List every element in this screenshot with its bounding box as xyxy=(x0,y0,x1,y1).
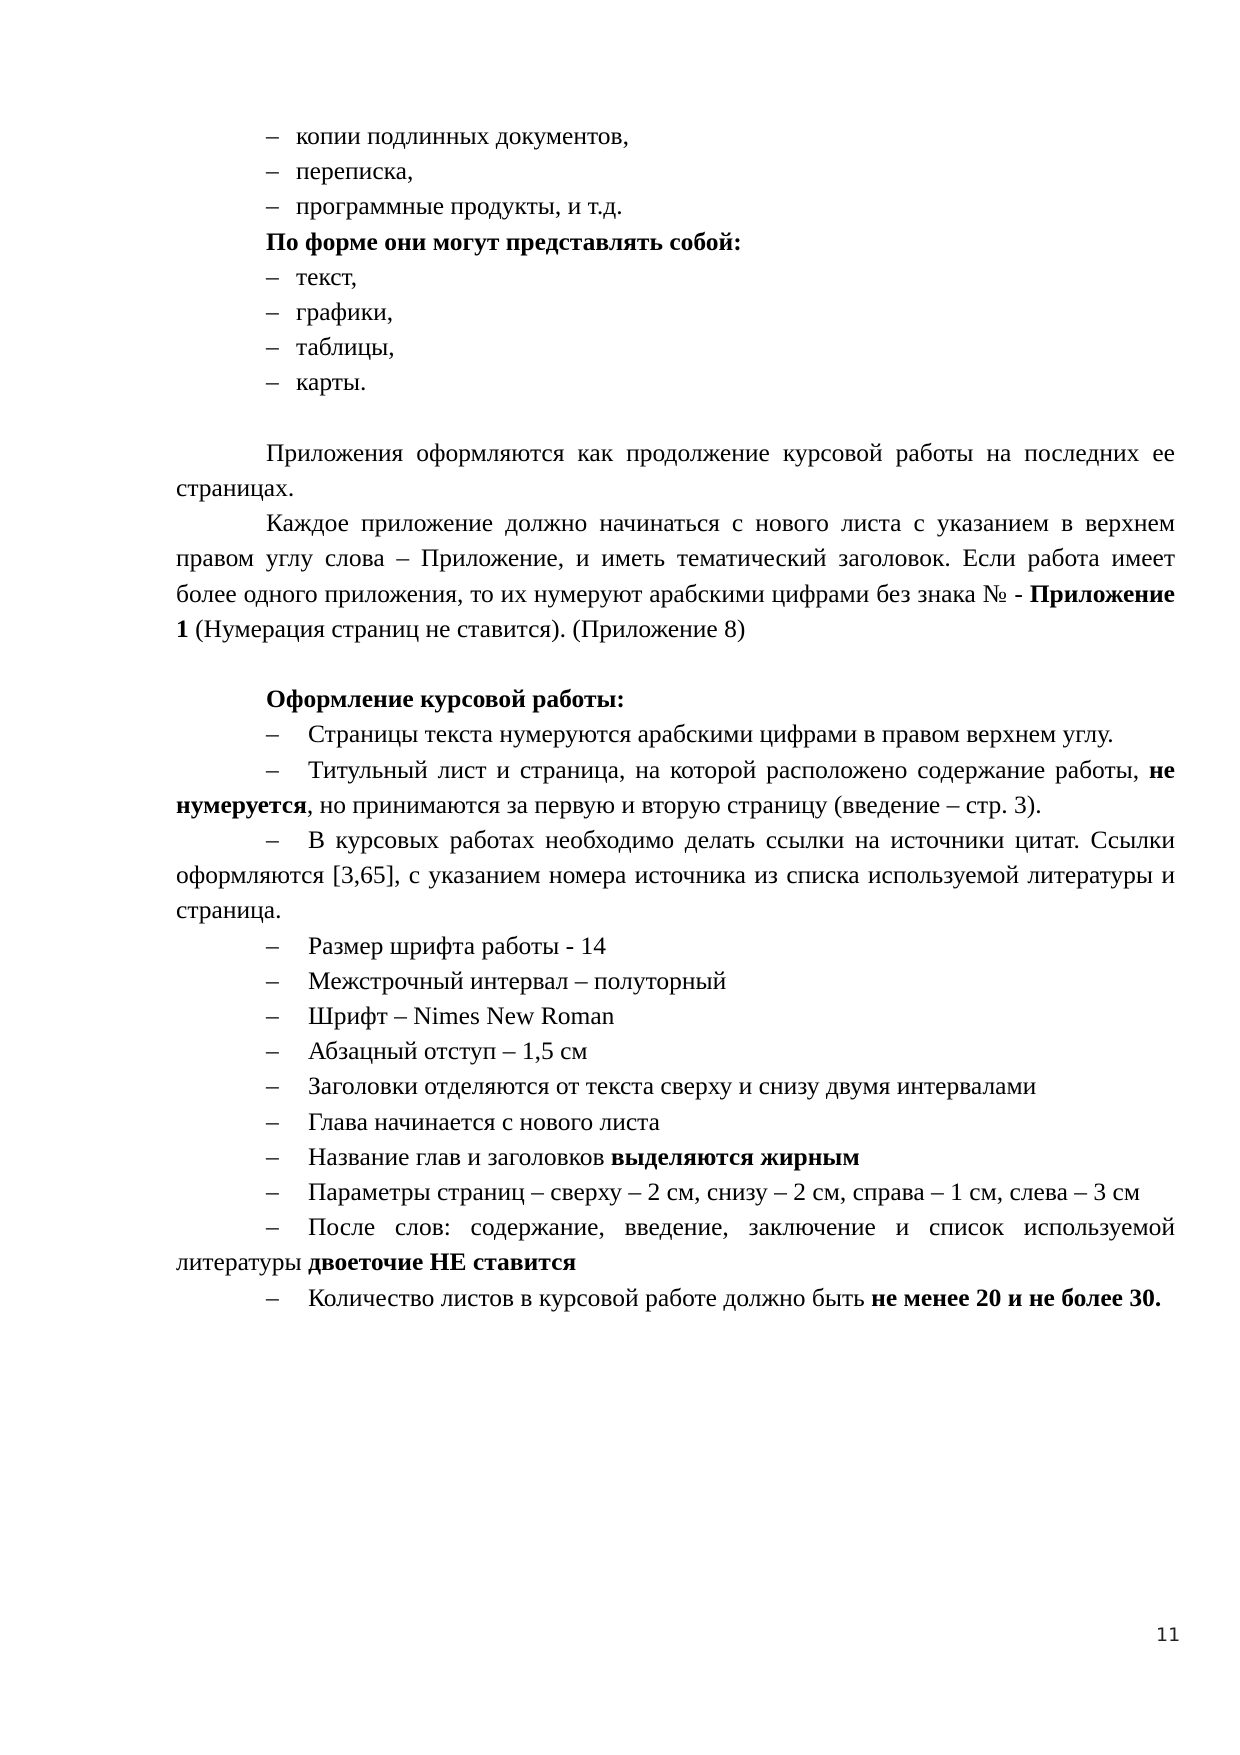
formatting-item: – Параметры страниц – сверху – 2 см, снизу – 2 см, справа – 1 см, слева – 3 см xyxy=(266,1177,1140,1207)
appendix-paragraph-2: Каждое приложение должно начинаться с нового листа с указанием в верхнем правом углу слова – Приложение, и иметь тематический заголовок. Если работа имеет более одного приложения, то их нумеруют арабскими цифрами без знака № - Приложение 1 (Нумерация страниц не ставится). (Приложение 8) xyxy=(176,508,1175,643)
formatting-item: – Количество листов в курсовой работе должно быть не менее 20 и не более 30. xyxy=(266,1282,1162,1312)
dash-bullet: – xyxy=(266,121,279,150)
dash-bullet: – xyxy=(266,297,279,327)
formatting-heading: Оформление курсовой работы: xyxy=(266,684,625,714)
formatting-item: – Шрифт – Nimes New Roman xyxy=(266,1001,615,1031)
spacer xyxy=(176,646,1175,681)
document-page xyxy=(176,118,1175,1315)
spacer xyxy=(176,400,1175,435)
list-item: – текст, xyxy=(176,259,1175,294)
dash-bullet: – xyxy=(266,156,279,186)
form-heading: По форме они могут представлять собой: xyxy=(266,226,742,256)
dash-bullet: – xyxy=(266,332,279,362)
formatting-item: – В курсовых работах необходимо делать ссылки на источники цитат. Ссылки оформляются [3,65], с указанием номера источника из списка используемой литературы и страница. xyxy=(176,825,1175,925)
dash-bullet: – xyxy=(266,367,279,397)
formatting-item: – Глава начинается с нового листа xyxy=(266,1106,660,1136)
list-item: – переписка, xyxy=(176,153,1175,188)
dash-bullet: – xyxy=(266,261,279,291)
list-item: – копии подлинных документов, xyxy=(176,118,1175,153)
formatting-item: – После слов: содержание, введение, заключение и список используемой литературы двоеточие НЕ ставится xyxy=(176,1212,1175,1277)
formatting-item: – Размер шрифта работы - 14 xyxy=(266,930,606,960)
list-item: – графики, xyxy=(176,294,1175,329)
formatting-item: – Межстрочный интервал – полуторный xyxy=(266,965,727,995)
dash-bullet: – xyxy=(266,191,279,221)
page-number: 11 xyxy=(1156,1624,1181,1646)
list-item: – таблицы, xyxy=(176,329,1175,364)
formatting-item: – Абзацный отступ – 1,5 см xyxy=(266,1036,588,1066)
formatting-item: – Страницы текста нумеруются арабскими цифрами в правом верхнем углу. xyxy=(266,719,1114,749)
appendix-paragraph-1: Приложения оформляются как продолжение курсовой работы на последних ее страницах. xyxy=(176,437,1175,503)
formatting-item: – Название глав и заголовков выделяются жирным xyxy=(266,1141,860,1171)
list-item: – карты. xyxy=(176,364,1175,399)
formatting-item: – Титульный лист и страница, на которой расположено содержание работы, не нумеруется, но принимаются за первую и вторую страницу (введение – стр. 3). xyxy=(176,754,1175,819)
list-item: – программные продукты, и т.д. xyxy=(176,188,1175,223)
formatting-item: – Заголовки отделяются от текста сверху и снизу двумя интервалами xyxy=(266,1071,1037,1101)
